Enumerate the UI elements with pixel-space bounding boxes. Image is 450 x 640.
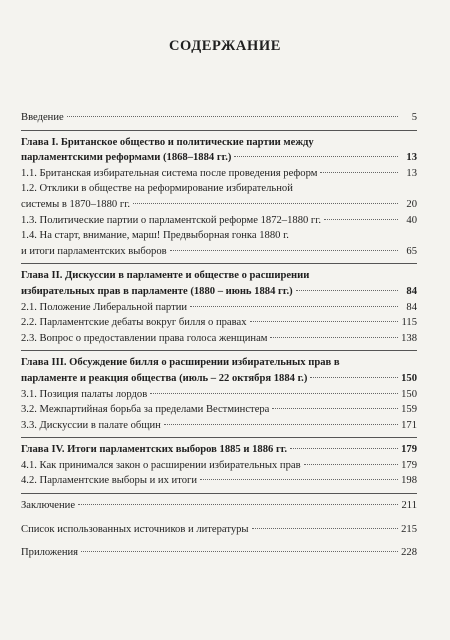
page-number: 13 [406,152,417,164]
entry-text: 4.1. Как принимался закон о расширении избирательных прав [21,459,301,471]
toc-section [21,402,417,418]
toc-chapter [21,355,417,386]
entry-line [21,110,417,126]
page-number: 84 [406,301,417,313]
dot-leader [234,156,398,157]
entry-line [21,458,417,474]
page-number: 13 [406,167,417,179]
page-title: СОДЕРЖАНИЕ [168,38,282,54]
divider [21,130,417,131]
dot-leader [170,250,398,251]
dot-leader [133,203,398,204]
toc-chapter [21,135,417,166]
dot-leader [252,528,398,529]
toc-section [21,181,417,212]
dot-leader [150,393,398,394]
table-of-contents [21,110,417,569]
entry-text-line: Глава I. Британское общество и политические партии между [21,136,314,148]
toc-section [21,418,417,434]
divider [21,350,417,351]
page-number: 228 [401,547,417,559]
entry-text: 2.3. Вопрос о предоставлении права голоса женщинам [21,332,268,344]
dot-leader [320,172,398,173]
entry-text: 4.2. Парламентские выборы и их итоги [21,475,198,487]
toc-entry-intro [21,110,417,126]
dot-leader [190,306,398,307]
page-number: 179 [401,444,417,456]
entry-line [21,402,417,418]
entry-text: Введение [21,112,64,123]
entry-line [21,473,417,489]
toc-chapter [21,442,417,458]
entry-line [21,315,417,331]
entry-text: избирательных прав в парламенте (1880 – июнь 1884 гг.) [21,285,293,297]
dot-leader [324,219,398,220]
toc-section [21,387,417,403]
entry-text: 3.1. Позиция палаты лордов [21,388,148,400]
entry-text: 1.3. Политические партии о парламентской реформе 1872–1880 гг. [21,214,322,226]
entry-line [21,166,417,182]
dot-leader [81,551,398,552]
entry-line [21,213,417,229]
page-number: 211 [401,500,417,512]
entry-text: 3.2. Межпартийная борьба за пределами Вестминстера [21,404,270,416]
entry-text: Список использованных источников и литературы [21,523,249,535]
page-number: 215 [401,523,417,535]
entry-text: Приложения [21,547,79,559]
dot-leader [250,321,399,322]
dot-leader [310,377,398,378]
dot-leader [270,337,398,338]
page-number: 115 [401,317,417,329]
entry-line [21,300,417,316]
entry-line [21,418,417,434]
toc-entry-endmatter [21,498,417,514]
page-number: 198 [401,475,417,487]
entry-line [21,284,417,300]
toc-section [21,458,417,474]
entry-text: 2.2. Парламентские дебаты вокруг билля о правах [21,317,247,329]
entry-line [21,197,417,213]
entry-text: и итоги парламентских выборов [21,245,167,257]
entry-text: Заключение [21,500,76,512]
entry-line [21,522,417,538]
toc-section [21,213,417,229]
entry-line [21,371,417,387]
page-number: 84 [406,285,417,297]
entry-text: парламентскими реформами (1868–1884 гг.) [21,152,232,164]
page-number: 20 [406,198,417,210]
entry-text: системы в 1870–1880 гг. [21,198,130,210]
divider [21,263,417,264]
entry-text: 3.3. Дискуссии в палате общин [21,419,161,431]
entry-line [21,387,417,403]
page-number: 40 [406,214,417,226]
entry-text-line: Глава II. Дискуссии в парламенте и обществе о расширении [21,270,310,282]
toc-section [21,331,417,347]
toc-section [21,473,417,489]
entry-text: парламенте и реакция общества (июль – 22 октября 1884 г.) [21,372,308,384]
page-number: 150 [401,388,417,400]
page-number: 65 [406,245,417,257]
page-number: 150 [401,372,417,384]
toc-section [21,315,417,331]
entry-text-line: 1.4. На старт, внимание, марш! Предвыборная гонка 1880 г. [21,230,289,242]
entry-line [21,545,417,561]
dot-leader [164,424,398,425]
toc-section [21,228,417,259]
page-number: 138 [401,332,417,344]
entry-text-line: Глава III. Обсуждение билля о расширении избирательных прав в [21,357,340,369]
page-number: 159 [401,404,417,416]
page-number: 171 [401,419,417,431]
entry-line [21,498,417,514]
entry-text: Глава IV. Итоги парламентских выборов 1885 и 1886 гг. [21,444,288,456]
toc-entry-endmatter [21,522,417,538]
divider [21,493,417,494]
entry-line [21,150,417,166]
toc-entry-endmatter [21,545,417,561]
entry-text: 1.1. Британская избирательная система после проведения реформ [21,167,318,179]
dot-leader [290,448,398,449]
toc-section [21,300,417,316]
entry-line [21,442,417,458]
page-number: 5 [411,112,417,123]
divider [21,437,417,438]
dot-leader [200,479,398,480]
dot-leader [67,116,398,117]
toc-chapter [21,268,417,299]
entry-line [21,331,417,347]
page-number: 179 [401,459,417,471]
toc-section [21,166,417,182]
spacer [21,565,417,569]
entry-text-line: 1.2. Отклики в обществе на реформирование избирательной [21,183,293,195]
dot-leader [304,464,398,465]
entry-line [21,244,417,260]
entry-text: 2.1. Положение Либеральной партии [21,301,188,313]
dot-leader [272,408,398,409]
dot-leader [296,290,398,291]
dot-leader [78,504,398,505]
